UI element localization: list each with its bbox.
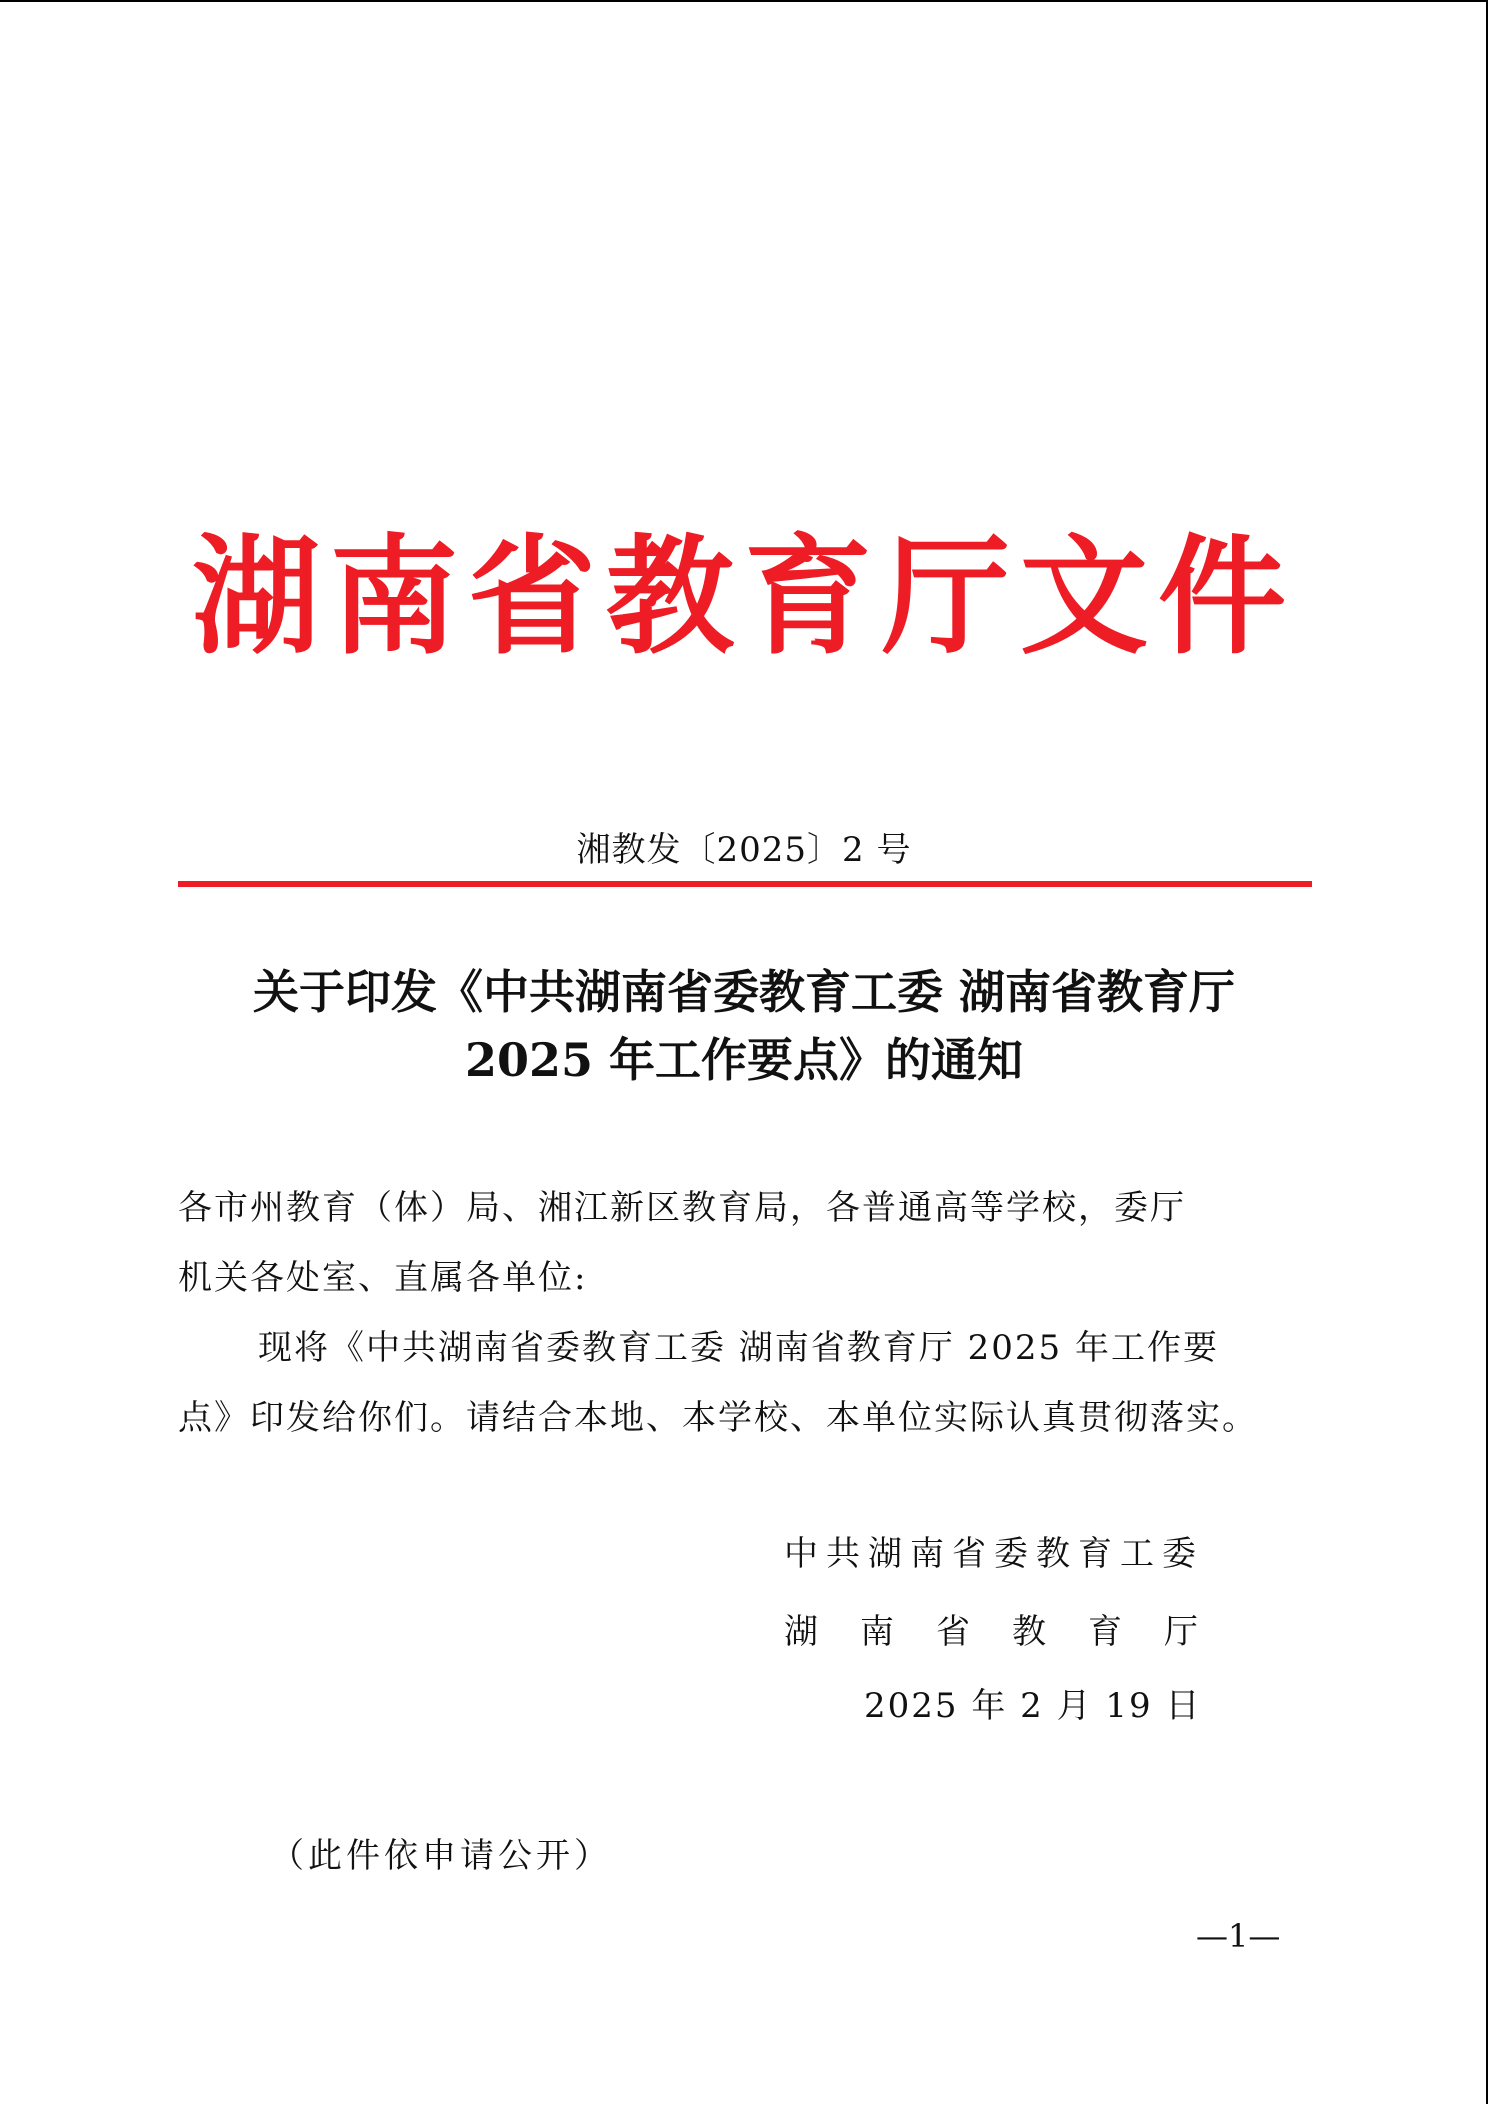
top-border [0,0,1488,2]
document-masthead: 湖南省教育厅文件 [191,523,1296,672]
document-title-line-2: 2025 年工作要点》的通知 [464,1033,1024,1087]
page-number: —1— [1196,1917,1281,1955]
document-number: 湘教发〔2025〕2 号 [576,830,912,870]
document-title-line-1: 关于印发《中共湖南省委教育工委 湖南省教育厅 [252,965,1235,1019]
signature-org-education-department: 湖南省教育厅 [784,1612,1240,1652]
signature-date: 2025 年 2 月 19 日 [864,1686,1202,1726]
body-paragraph-line-1: 现将《中共湖南省委教育工委 湖南省教育厅 2025 年工作要 [258,1328,1219,1368]
signature-org-party-committee: 中共湖南省委教育工委 [784,1534,1204,1574]
disclosure-note: （此件依申请公开） [270,1836,612,1876]
recipients-line-1: 各市州教育（体）局、湘江新区教育局，各普通高等学校，委厅 [178,1188,1186,1228]
body-paragraph-line-2: 点》印发给你们。请结合本地、本学校、本单位实际认真贯彻落实。 [178,1398,1258,1438]
red-separator-line [178,881,1312,887]
recipients-line-2: 机关各处室、直属各单位: [178,1258,588,1298]
